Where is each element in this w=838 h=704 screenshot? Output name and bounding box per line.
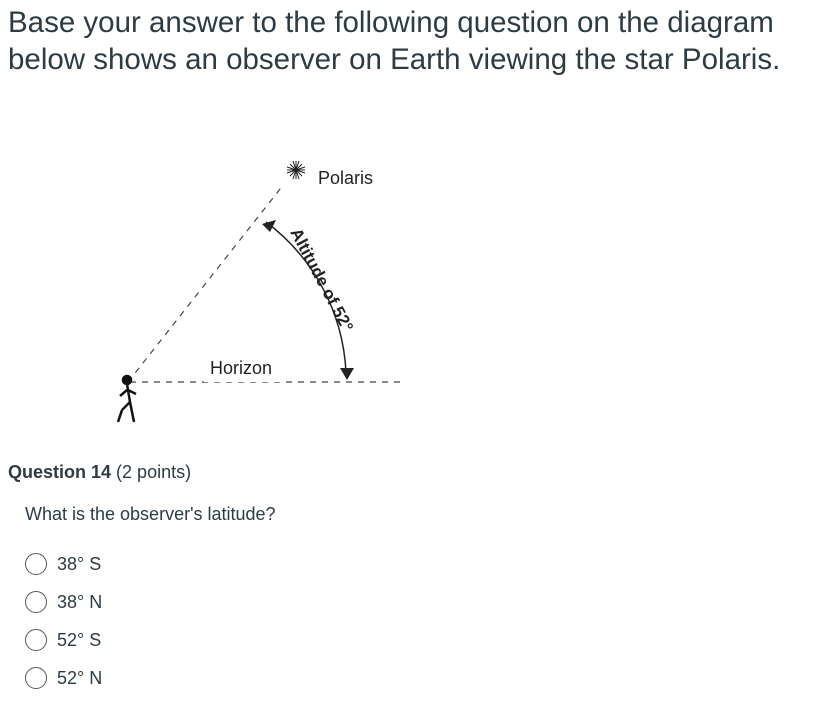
option-38-n[interactable] [25, 590, 102, 614]
sight-line [128, 184, 284, 382]
option-52-s[interactable] [25, 628, 102, 652]
intro-text: Base your answer to the following question on the diagram below shows an observer on Earth viewing the star Polaris. [8, 6, 781, 76]
arrowhead-bottom-icon [340, 368, 354, 380]
radio-button[interactable] [25, 667, 47, 689]
altitude-label: Altitude of 52° [286, 224, 357, 335]
horizon-label: Horizon [210, 358, 273, 378]
option-label: 52° N [57, 667, 103, 688]
arrowhead-top-icon [262, 220, 276, 232]
radio-button[interactable] [25, 553, 47, 575]
answer-options [25, 552, 102, 704]
option-52-n[interactable] [25, 666, 102, 690]
option-38-s[interactable] [25, 552, 102, 576]
question-text: What is the observer's latitude? [25, 504, 276, 524]
star-icon [287, 161, 305, 179]
radio-button[interactable] [25, 591, 47, 613]
question-number: Question 14 [8, 462, 112, 482]
option-label: 38° S [57, 553, 102, 574]
polaris-diagram [100, 140, 420, 440]
polaris-label: Polaris [318, 168, 374, 188]
option-label: 38° N [57, 591, 103, 612]
question-points: (2 points) [116, 462, 192, 482]
option-label: 52° S [57, 629, 102, 650]
question-header [8, 462, 191, 483]
observer-icon [118, 376, 136, 422]
radio-button[interactable] [25, 629, 47, 651]
